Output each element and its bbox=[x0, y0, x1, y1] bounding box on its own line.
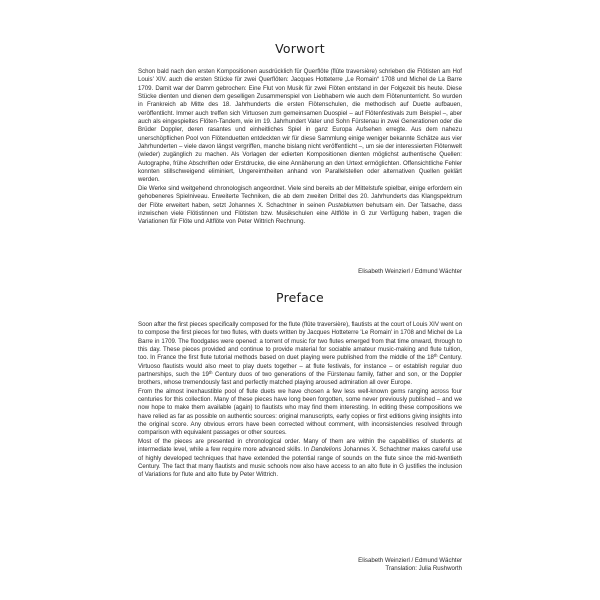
preface-signature-block bbox=[358, 557, 462, 574]
vorwort-title: Vorwort bbox=[275, 41, 325, 56]
vorwort-body bbox=[138, 68, 462, 227]
preface-paragraph-3 bbox=[138, 438, 462, 480]
preface-paragraph-1-text-c: Century duos of two generations of the Fürstenau family, father and son, or the Doppler brothers, whose tremendously fast and perfectly matched playing aroused admiration all over Europe. bbox=[138, 371, 462, 387]
preface-superscript-1: th bbox=[433, 353, 438, 359]
preface-paragraph-3-text-a: Most of the pieces are presented in chronological order. Many of them are within the capabilities of students at intermediate level, while a few require more advanced skills. In bbox=[138, 437, 462, 454]
preface-paragraph-1-text-b: Century. Virtuoso flautists would also meet to play duets together – at flute festivals, for instance – or establish regular duo partnerships, such the 19 bbox=[138, 354, 462, 379]
preface-superscript-2: th bbox=[208, 370, 213, 376]
preface-paragraph-3-italic: Dandelions bbox=[310, 446, 342, 454]
vorwort-paragraph-2-text-a: Die Werke sind weitgehend chronologisch angeordnet. Viele sind bereits ab der Mittelstufe spielbar, einige erfordern ein gehobeneres Spielniveau. Erweiterte Techniken, die ab dem zweiten Drittel des 20. Jahrhunderts das Klangspektrum der Flöte erweitert haben, setzt Johannes X. Schachtner in seinen bbox=[138, 184, 462, 209]
vorwort-signature: Elisabeth Weinzierl / Edmund Wächter bbox=[358, 268, 462, 275]
preface-translation-credit: Translation: Julia Rushworth bbox=[385, 565, 462, 573]
preface-body bbox=[138, 321, 462, 480]
preface-paragraph-1-text-a: Soon after the first pieces specifically composed for the flute (flûte traversière), flautists at the court of Louis XIV went on to compose the first pieces for two flutes, with duets written by Jacques Hotteterre 'Le Romain' in 1708 and Michel de La Barre in 1709. The floodgates were opened: a torrent of music for two flutes emerged from that time onward, through to this day. These pieces provided and continue to provide material for sociable amateur music-making and flute tuition, too. In France the first flute tutorial methods based on duet playing were published from the middle of the 18 bbox=[138, 321, 462, 362]
preface-signature: Elisabeth Weinzierl / Edmund Wächter bbox=[358, 557, 462, 564]
vorwort-paragraph-2 bbox=[138, 185, 462, 227]
preface-paragraph-2: From the almost inexhaustible pool of flute duets we have chosen a few less well-known gems ranging across four centuries for this collection. Many of these pieces have long been forgotten, some never previously published – and we now hope to make them available (again) to flautists who may find them interesting. In editing these compositions we have relied as far as possible on authentic sources: original manuscripts, early copies or first editions giving insights into the original score. Any obvious errors have been corrected without comment, with inconsistencies resolved through comparison with equivalent passages or other sources. bbox=[138, 387, 462, 437]
preface-paragraph-3-text-b: Johannes X. Schachtner makes careful use of highly developed techniques that have extended the potential range of sounds on the flute since the mid-twentieth Century. The fact that many flautists and music schools now also have access to an alto flute in G justifies the inclusion of Variations for flute and alto flute by Peter Wittrich. bbox=[138, 446, 463, 479]
vorwort-signature-block bbox=[358, 268, 462, 276]
preface-paragraph-1 bbox=[138, 321, 462, 388]
vorwort-paragraph-1: Schon bald nach den ersten Kompositionen ausdrücklich für Querflöte (flûte traversière) schrieben die Flötisten am Hof Louis' XIV. auch die ersten Stücke für zwei Querflöten: Jacques Hotteterre „Le Romain“ 1708 und Michel de La Barre 1709. Damit war der Damm gebrochen: Eine Flut von Musik für zwei Flöten entstand in der Folgezeit bis heute. Diese Stücke dienten und dienen dem geselligen Zusammenspiel von Liebhabern wie auch dem Flötenunterricht. So wurden in Frankreich ab Mitte des 18. Jahrhunderts die ersten Flötenschulen, die methodisch auf Duette aufbauen, veröffentlicht. Immer auch treffen sich Virtuosen zum gemeinsamen Duospiel – auf Flötenfestivals zum Beispiel –, aber auch als eingespieltes Flöten-Tandem, wie im 19. Jahrhundert Vater und Sohn Fürstenau in zwei Generationen oder die Brüder Doppler, deren rasantes und einheitliches Spiel in ganz Europa Aufsehen erregte. Aus dem nahezu unerschöpflichen Pool von Flötenduetten entdeckten wir für diese Sammlung einige weniger bekannte Schätze aus vier Jahrhunderten – viele davon längst vergriffen, manche bislang nicht veröffentlicht –, um sie der interessierten Flötenwelt (wieder) zugänglich zu machen. Als Vorlagen der edierten Kompositionen dienten möglichst authentische Quellen: Autographe, frühe Abschriften oder Erstdrucke, die eine Annäherung an den Urtext ermöglichten. Offensichtliche Fehler konnten stillschweigend eliminiert, Ungereimtheiten anhand von Parallelstellen oder alternativen Quellen geklärt werden. bbox=[138, 68, 462, 184]
preface-title: Preface bbox=[276, 290, 324, 305]
vorwort-paragraph-2-text-b: behutsam ein. Der Tatsache, dass inzwischen viele Flötistinnen und Flötisten bzw. Musikschulen eine Altflöte in G zur Verfügung haben, tragen die Variationen für Flöte und Altflöte von Peter Wittrich Rechnung. bbox=[138, 201, 463, 226]
vorwort-paragraph-2-italic: Pusteblumen bbox=[327, 201, 364, 209]
